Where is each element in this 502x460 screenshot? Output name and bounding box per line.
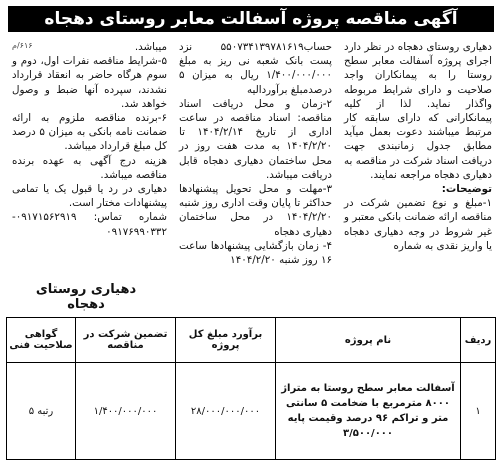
col-header-project: نام پروژه bbox=[276, 318, 461, 363]
tender-table bbox=[6, 317, 496, 460]
col-header-estimate: برآورد مبلغ کل پروژه bbox=[176, 318, 276, 363]
cell-row-number: ۱ bbox=[461, 363, 496, 460]
table-row bbox=[7, 363, 496, 460]
note-6: ۶-برنده مناقصه ملزوم به ارائه ضمانت نامه بانکی به میزان ۵ درصد کل مبلغ قرارداد میباشد. bbox=[12, 112, 168, 153]
col-header-guarantee: تضمین شرکت در مناقصه bbox=[76, 318, 176, 363]
note-5: ۵-شرایط مناقصه نفرات اول، دوم و سوم هرگاه حاضر به انعقاد قرارداد نشدند، سپرده آنها ضبط و وصول خواهد شد. bbox=[12, 55, 167, 110]
cell-estimate: ۲۸/۰۰۰/۰۰۰/۰۰۰ bbox=[176, 363, 276, 460]
column-left bbox=[12, 40, 167, 239]
contact-numbers: شماره تماس: ۰۹۱۷۱۵۶۲۹۱۹- ۰۹۱۷۶۹۹۰۳۳۲ bbox=[12, 211, 167, 238]
notes-heading: توضیحات: bbox=[441, 183, 492, 196]
line-end: میباشد. bbox=[134, 41, 167, 53]
cell-project: آسفالت معابر سطح روستا به متراژ ۸۰۰۰ مترمربع با ضخامت ۵ سانتی متر و تراکم ۹۶ درصد وقیمت پایه ۳/۵۰۰/۰۰۰ bbox=[276, 363, 461, 460]
col-header-row-number: ردیف bbox=[461, 318, 496, 363]
notice-title: آگهی مناقصه پروژه آسفالت معابر روستای دهجاه bbox=[8, 6, 494, 32]
table-header-row bbox=[7, 318, 496, 363]
intro-paragraph: دهیاری روستای دهجاه در نظر دارد اجرای پروژه آسفالت معابر سطح روستا را به پیمانکاران واجد صلاحیت و دارای شرایط مربوطه واگذار نماید. لذا از کلیه پیمانکارانی که دارای سابقه کار مرتبط میباشند دعوت بعمل میآید مطابق جدول زمانبندی جهت دریافت اسناد شرکت در مناقصه به دهیاری دهجاه مراجعه نمایند. bbox=[344, 41, 492, 181]
column-middle bbox=[179, 40, 332, 267]
note-1: ۱-مبلغ و نوع تضمین شرکت در مناقصه ارائه ضمانت بانکی معتبر و غیر شروط در وجه دهیاری دهجاه یا واریز نقدی به شماره bbox=[344, 197, 492, 252]
col-header-qualification: گواهی صلاحیت فنی bbox=[7, 318, 76, 363]
cell-qualification: رتبه ۵ bbox=[7, 363, 76, 460]
signature: دهیاری روستای دهجاه bbox=[35, 282, 137, 312]
rights-note: دهیاری در رد یا قبول یک یا تمامی پیشنهادات مختار است. bbox=[12, 183, 167, 210]
account-paragraph: حساب۵۵۰۷۳۴۱۳۹۷۸۱۶۱۹ نزد پست بانک شعبه نی ریز به مبلغ ۱/۴۰۰/۰۰۰/۰۰۰ ریال به میزان ۵ درصدمبلغ برآوردالیه bbox=[179, 41, 332, 96]
cost-note: هزینه درج آگهی به عهده برنده مناقصه میباشد. bbox=[12, 154, 167, 181]
note-2: ۲-زمان و محل دریافت اسناد مناقصه: اسناد مناقصه در ساعت اداری از تاریخ ۱۴۰۴/۲/۱۴ تا ۱۴۰۴/۲/۲۰ به مدت هفت روز در محل ساختمان دهیاری دهجاه قابل دریافت میباشد. bbox=[179, 97, 332, 181]
note-3: ۳-مهلت و محل تحویل پیشنهادها حداکثر تا پایان وقت اداری روز شنبه ۱۴۰۴/۲/۲۰ در محل ساختمان دهیاری دهجاه bbox=[179, 183, 332, 238]
column-right bbox=[344, 40, 492, 253]
cell-guarantee: ۱/۴۰۰/۰۰۰/۰۰۰ bbox=[76, 363, 176, 460]
note-4: ۴- زمان بازگشایی پیشنهادها ساعت ۱۶ روز شنبه ۱۴۰۴/۲/۲۰ bbox=[179, 239, 332, 267]
notice-code: ۶۱۶/م bbox=[12, 41, 33, 50]
